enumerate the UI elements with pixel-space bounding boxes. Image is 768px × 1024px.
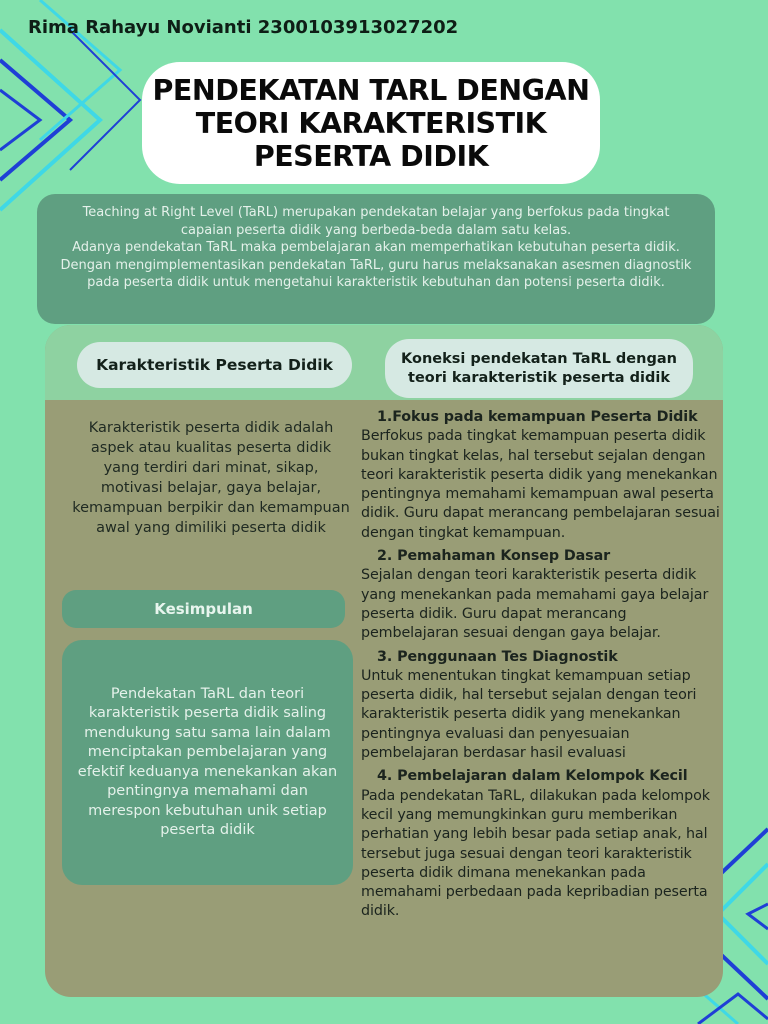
point-body: Pada pendekatan TaRL, dilakukan pada kelompok kecil yang memungkinkan guru memberikan perhatian yang lebih besar pada setiap anak, hal tersebut juga sesuai dengan teori karakteristik peserta didik dimana menekankan pada memahami perbedaan pada kepribadian peserta didik.: [361, 787, 710, 920]
title-line-2: TEORI KARAKTERISTIK: [195, 106, 547, 140]
karakteristik-text: Karakteristik peserta didik adalah aspek atau kualitas peserta didik yang terdiri dari minat, sikap, motivasi belajar, gaya belajar, kemampuan berpikir dan kemampuan awal yang dimiliki peserta didik: [72, 420, 350, 536]
point-title-text: Fokus pada kemampuan Peserta Didik: [392, 409, 698, 425]
point-number: 4.: [377, 768, 393, 785]
point-number: 1.: [377, 409, 393, 425]
point-title-text: Pemahaman Konsep Dasar: [397, 548, 611, 565]
intro-box: [37, 194, 715, 324]
list-item: [361, 648, 727, 764]
point-title: [361, 648, 727, 667]
point-title: [361, 547, 727, 566]
intro-paragraph-2: Adanya pendekatan TaRL maka pembelajaran akan memperhatikan kebutuhan peserta didik. Dengan mengimplementasikan pendekatan TaRL, guru harus melaksanakan asesmen diagnostik pada peserta didik untuk mengetahui karakteristik kebutuhan dan potensi peserta didik.: [60, 240, 692, 290]
koneksi-list: [361, 408, 727, 926]
point-body: Berfokus pada tingkat kemampuan peserta didik bukan tingkat kelas, hal tersebut sejalan dengan teori karakteristik peserta didik yang menekankan pentingnya memahami kemampuan awal peserta didik. Guru dapat merancang pembelajaran sesuai dengan tingkat kemampuan.: [361, 428, 720, 541]
list-item: [361, 767, 727, 921]
title-line-1: PENDEKATAN TARL DENGAN: [152, 73, 590, 107]
karakteristik-header: Karakteristik Peserta Didik: [77, 342, 352, 388]
kesimpulan-box: [62, 640, 353, 885]
intro-paragraph-1: Teaching at Right Level (TaRL) merupakan pendekatan belajar yang berfokus pada tingkat capaian peserta didik yang berbeda-beda dalam satu kelas.: [82, 205, 670, 238]
koneksi-header: Koneksi pendekatan TaRL dengan teori karakteristik peserta didik: [385, 339, 693, 398]
list-item: [361, 547, 727, 643]
kesimpulan-text: Pendekatan TaRL dan teori karakteristik peserta didik saling mendukung satu sama lain dalam menciptakan pembelajaran yang efektif keduanya menekankan akan pentingnya memahami dan merespon kebutuhan unik setiap peserta didik: [77, 685, 338, 838]
kesimpulan-label: Kesimpulan: [62, 590, 345, 628]
title-box: [142, 62, 600, 184]
point-body: Sejalan dengan teori karakteristik peserta didik yang menekankan pada memahami gaya belajar peserta didik. Guru dapat merancang pembelajaran sesuai dengan gaya belajar.: [361, 567, 709, 642]
title-line-3: PESERTA DIDIK: [253, 139, 489, 173]
point-title-text: Pembelajaran dalam Kelompok Kecil: [397, 768, 688, 785]
point-title: [361, 408, 727, 427]
point-title-text: Penggunaan Tes Diagnostik: [397, 648, 618, 665]
point-number: 2.: [377, 548, 393, 565]
point-title: [361, 767, 727, 786]
point-body: Untuk menentukan tingkat kemampuan setiap peserta didik, hal tersebut sejalan dengan teori karakteristik peserta didik yang menekankan pentingnya evaluasi dan penyesuaian pembelajaran berdasar hasil evaluasi: [361, 667, 697, 762]
list-item: [361, 408, 727, 543]
author-name: Rima Rahayu Novianti 2300103913027202: [28, 17, 459, 38]
point-number: 3.: [377, 648, 393, 665]
